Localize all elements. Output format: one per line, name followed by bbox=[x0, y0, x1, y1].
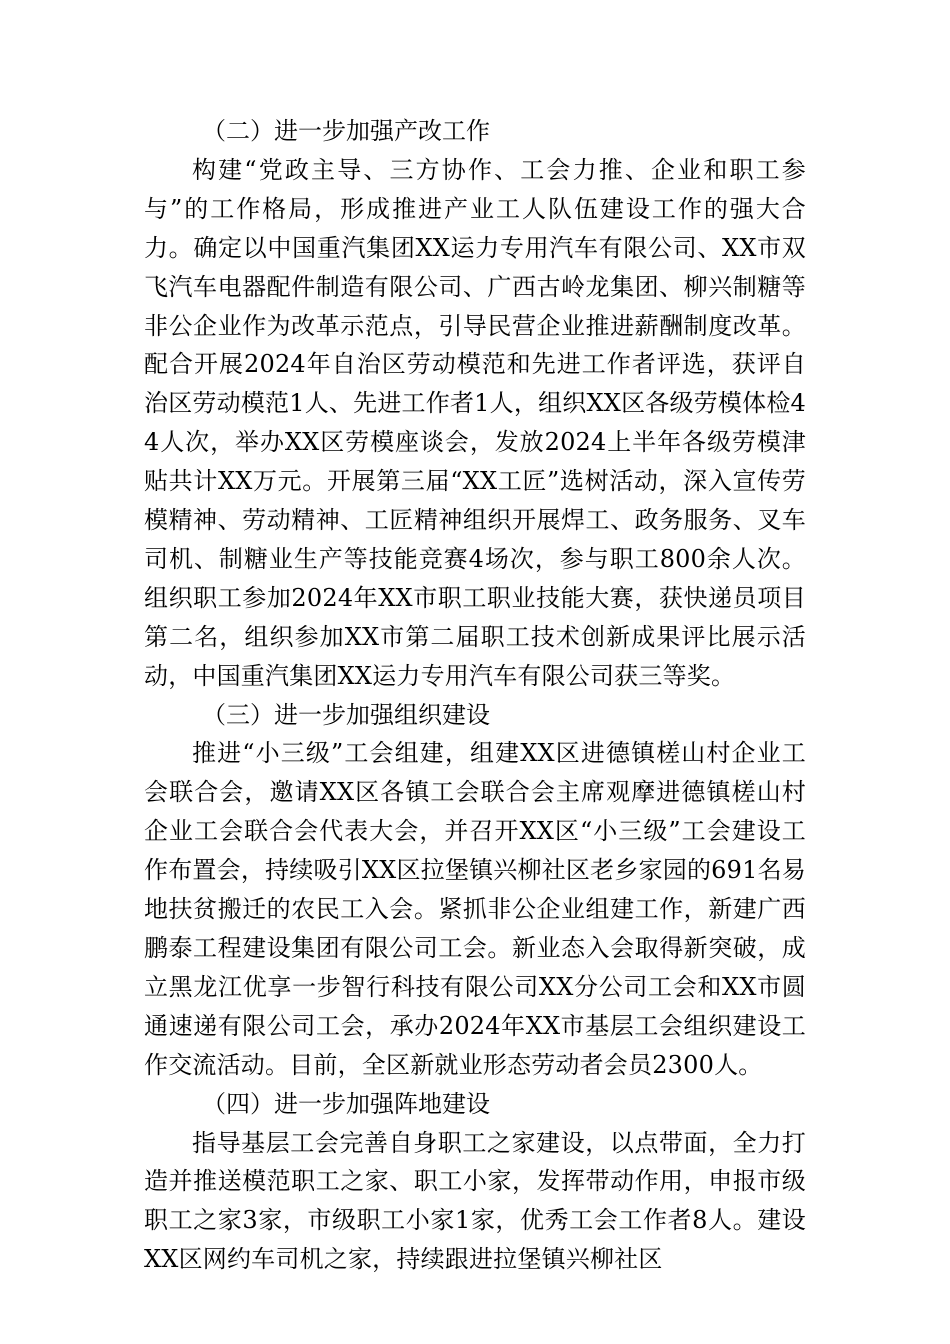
section-paragraph-organization: 推进“小三级”工会组建，组建XX区进德镇槎山村企业工会联合会，邀请XX区各镇工会联合会主席观摩进德镇槎山村企业工会联合会代表大会，并召开XX区“小三级”工会建设工作布置会，持续吸引XX区拉堡镇兴柳社区老乡家园的691名易地扶贫搬迁的农民工入会。紧抓非公企业组建工作，新建广西鹏泰工程建设集团有限公司工会。新业态入会取得新突破，成立黑龙江优享一步智行科技有限公司XX分公司工会和XX市圆通速递有限公司工会，承办2024年XX市基层工会组织建设工作交流活动。目前，全区新就业形态劳动者会员2300人。 bbox=[144, 739, 806, 1079]
section-paragraph-industrial-reform: 构建“党政主导、三方协作、工会力推、企业和职工参与”的工作格局，形成推进产业工人队伍建设工作的强大合力。确定以中国重汽集团XX运力专用汽车有限公司、XX市双飞汽车电器配件制造有限公司、广西古岭龙集团、柳兴制糖等非公企业作为改革示范点，引导民营企业推进薪酬制度改革。配合开展2024年自治区劳动模范和先进工作者评选，获评自治区劳动模范1人、先进工作者1人，组织XX区各级劳模体检44人次，举办XX区劳模座谈会，发放2024上半年各级劳模津贴共计XX万元。开展第三届“XX工匠”选树活动，深入宣传劳模精神、劳动精神、工匠精神组织开展焊工、政务服务、叉车司机、制糖业生产等技能竞赛4场次，参与职工800余人次。组织职工参加2024年XX市职工职业技能大赛，获快递员项目第二名，组织参加XX市第二届职工技术创新成果评比展示活动，中国重汽集团XX运力专用汽车有限公司获三等奖。 bbox=[144, 155, 806, 690]
section-heading-organization: （三）进一步加强组织建设 bbox=[202, 700, 490, 729]
document-page bbox=[144, 112, 806, 1279]
section-heading-industrial-reform: （二）进一步加强产改工作 bbox=[202, 117, 490, 145]
section-paragraph-facilities: 指导基层工会完善自身职工之家建设，以点带面，全力打造并推送模范职工之家、职工小家，发挥带动作用，申报市级职工之家3家，市级职工小家1家，优秀工会工作者8人。建设XX区网约车司机之家，持续跟进拉堡镇兴柳社区 bbox=[144, 1128, 806, 1274]
section-heading-facilities: （四）进一步加强阵地建设 bbox=[202, 1089, 490, 1118]
